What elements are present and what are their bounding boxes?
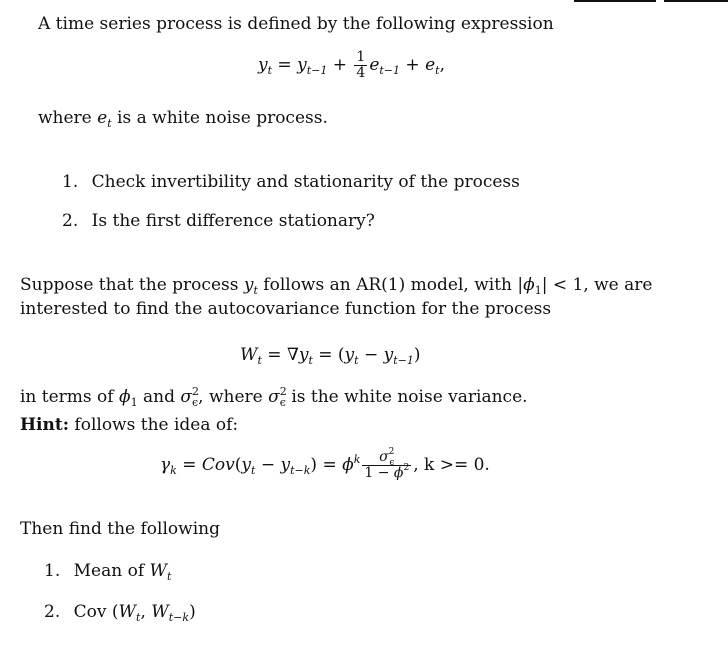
item-text: Cov — [73, 602, 107, 622]
top-rule-left — [574, 0, 656, 2]
item-text: Is the first difference stationary? — [91, 211, 375, 231]
item-number: 1. — [44, 561, 61, 581]
list-item — [62, 172, 520, 192]
hint-label: Hint: — [20, 415, 70, 435]
item-number: 2. — [44, 602, 61, 622]
list-item: 2. Cov ($W_t$, $W_{t-k}$) — [44, 602, 196, 624]
ar1-paragraph-line1: Suppose that the process $y_t$ follows an AR(1) model, with $|\phi_1| < 1$, we are — [20, 275, 653, 297]
item-text: Mean of — [73, 561, 145, 581]
then-text: Then find the following — [20, 519, 220, 539]
top-rule-right — [664, 0, 728, 2]
white-noise-text: where $e_t$ is a white noise process. — [38, 108, 328, 130]
ar1-paragraph-line2: interested to find the autocovariance function for the process — [20, 299, 552, 319]
terms-text: in terms of $\phi_1$ and $\sigma^2_\epsilon$, where $\sigma^2_\epsilon$ is the white noise variance. — [20, 385, 528, 409]
autocovariance-formula: $\gamma_k = Cov(y_t - y_{t-k}) = \phi^k$ $\frac{\sigma^2_\epsilon}{1 - \phi^2}$ , k >= 0. — [160, 447, 490, 481]
item-number: 1. — [62, 172, 79, 192]
process-equation: $y_t = y_{t-1}$ + $\frac{1}{4}$ $e_{t-1} + e_t$, — [258, 49, 445, 81]
difference-equation: $W_t = \nabla y_t = (y_t - y_{t-1})$ — [240, 345, 421, 367]
hint-text: follows the idea of: — [74, 415, 239, 435]
item-text: Check invertibility and stationarity of the process — [91, 172, 520, 192]
hint-line — [20, 415, 238, 435]
list-item — [62, 211, 375, 231]
intro-text: A time series process is defined by the following expression — [38, 14, 554, 34]
list-item: 1. Mean of $W_t$ — [44, 561, 172, 583]
item-number: 2. — [62, 211, 79, 231]
